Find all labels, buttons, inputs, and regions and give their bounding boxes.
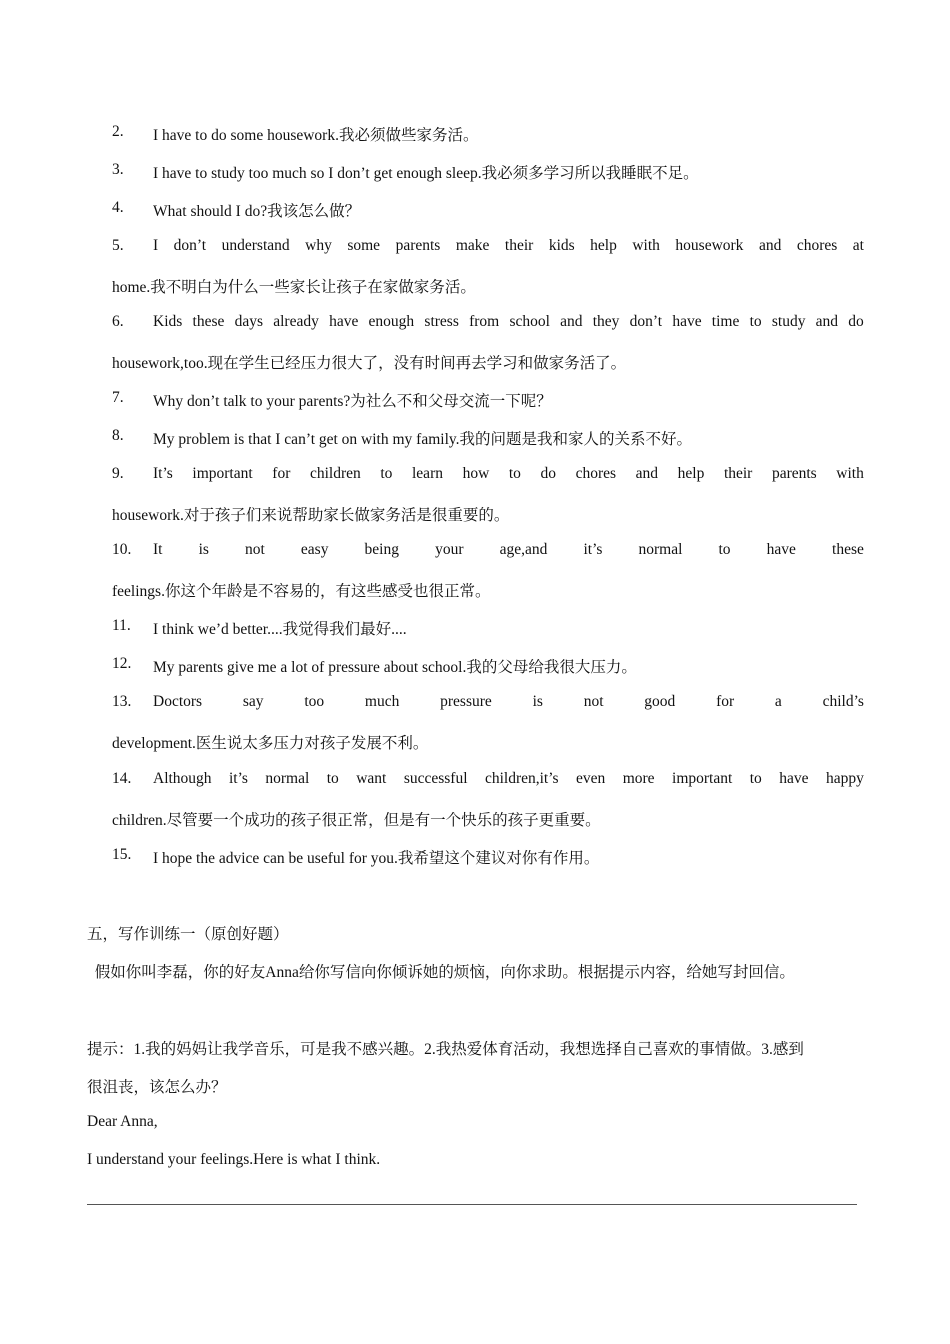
section-heading: 五，写作训练一（原创好题） [87,926,289,943]
word: not [583,693,604,710]
item-text-continuation: home.我不明白为什么一些家长让孩子在家做家务活。 [112,279,476,296]
word: chores [796,237,838,254]
word: at [852,237,864,254]
item-text-continuation: children.尽管要一个成功的孩子很正常，但是有一个快乐的孩子更重要。 [112,812,601,829]
item-number: 7. [112,389,124,406]
item-text: I hope the advice can be useful for you.我希望这个建议对你有作用。 [153,850,600,867]
word: study [771,313,806,330]
word: normal [638,541,683,558]
word: to [508,465,521,482]
word: for [272,465,291,482]
item-text-justified [153,693,864,711]
word: a [774,693,782,710]
word: have [779,770,809,787]
word: is [532,693,543,710]
word: children [309,465,361,482]
word: child’s [822,693,864,710]
word: normal [265,770,310,787]
word: say [242,693,264,710]
word: help [590,237,617,254]
word: help [677,465,705,482]
letter-greeting: Dear Anna, [87,1113,158,1130]
word: don’t [629,313,663,330]
word: and [815,313,839,330]
word: for [716,693,735,710]
word: some [347,237,381,254]
item-number: 12. [112,655,132,672]
word: parents [771,465,817,482]
word: with [836,465,864,482]
writing-prompt: 假如你叫李磊，你的好友Anna给你写信向你倾诉她的烦恼，向你求助。根据提示内容，给她写封回信。 [87,964,795,981]
item-text-justified [153,465,864,483]
word: housework [675,237,744,254]
word: too [304,693,325,710]
word: good [644,693,676,710]
item-text-justified [153,313,864,331]
word: don’t [173,237,207,254]
word: how [462,465,490,482]
word: more [622,770,655,787]
word: have [672,313,702,330]
item-number: 13. [112,693,132,710]
word: to [380,465,393,482]
item-number: 15. [112,846,132,863]
word: I [153,237,159,254]
word: It’s [153,465,173,482]
word: want [356,770,387,787]
word: learn [412,465,443,482]
word: is [198,541,209,558]
word: enough [368,313,415,330]
item-text: What should I do?我该怎么做？ [153,203,361,220]
word: chores [575,465,617,482]
word: make [455,237,490,254]
word: they [592,313,620,330]
word: to [749,770,762,787]
word: kids [548,237,575,254]
word: have [329,313,359,330]
item-text-justified [153,770,864,788]
word: already [273,313,319,330]
word: age,and [499,541,548,558]
item-text-continuation: housework,too.现在学生已经压力很大了，没有时间再去学习和做家务活了。 [112,355,627,372]
word: It [153,541,163,558]
item-text-continuation: housework.对于孩子们来说帮助家长做家务活是很重要的。 [112,507,510,524]
word: happy [825,770,864,787]
word: Although [153,770,212,787]
word: children,it’s [484,770,559,787]
word: days [234,313,264,330]
word: understand [221,237,290,254]
word: being [364,541,399,558]
word: from [469,313,500,330]
word: do [848,313,864,330]
word: have [766,541,796,558]
word: with [632,237,660,254]
hint-line-1: 提示：1.我的妈妈让我学音乐，可是我不感兴趣。2.我热爱体育活动，我想选择自己喜欢的事情做。3.感到 [87,1041,804,1058]
word: not [245,541,265,558]
word: parents [395,237,441,254]
word: Kids [153,313,183,330]
item-text-justified [153,541,864,559]
item-number: 6. [112,313,124,330]
word: their [723,465,753,482]
word: it’s [583,541,603,558]
item-text: I think we’d better....我觉得我们最好.... [153,621,407,638]
word: pressure [440,693,492,710]
item-number: 4. [112,199,124,216]
item-text-continuation: development.医生说太多压力对孩子发展不利。 [112,735,429,752]
word: school [509,313,550,330]
item-text: My parents give me a lot of pressure about school.我的父母给我很大压力。 [153,659,637,676]
word: why [305,237,332,254]
item-text-justified [153,237,864,255]
item-number: 5. [112,237,124,254]
item-text: I have to study too much so I don’t get enough sleep.我必须多学习所以我睡眠不足。 [153,165,699,182]
hint-line-2: 很沮丧，该怎么办？ [87,1079,227,1096]
word: important [192,465,253,482]
word: these [192,313,225,330]
word: easy [300,541,329,558]
word: to [718,541,731,558]
item-number: 8. [112,427,124,444]
item-number: 9. [112,465,124,482]
word: to [749,313,762,330]
word: time [711,313,740,330]
word: important [672,770,733,787]
item-text-continuation: feelings.你这个年龄是不容易的，有这些感受也很正常。 [112,583,491,600]
item-number: 11. [112,617,131,634]
word: and [560,313,583,330]
item-number: 14. [112,770,132,787]
word: these [832,541,864,558]
letter-opening: I understand your feelings.Here is what I think. [87,1151,381,1168]
word: stress [424,313,459,330]
word: successful [403,770,468,787]
word: much [364,693,400,710]
item-number: 3. [112,161,124,178]
word: and [635,465,659,482]
word: your [435,541,464,558]
word: their [504,237,534,254]
item-text: My problem is that I can’t get on with my family.我的问题是我和家人的关系不好。 [153,431,693,448]
item-number: 2. [112,123,124,140]
word: to [326,770,339,787]
word: do [540,465,557,482]
word: it’s [229,770,248,787]
answer-line [87,1204,857,1205]
word: and [758,237,782,254]
item-text: I have to do some housework.我必须做些家务活。 [153,127,479,144]
word: Doctors [153,693,203,710]
item-text: Why don’t talk to your parents?为社么不和父母交流一下呢？ [153,393,552,410]
word: even [576,770,606,787]
item-number: 10. [112,541,132,558]
